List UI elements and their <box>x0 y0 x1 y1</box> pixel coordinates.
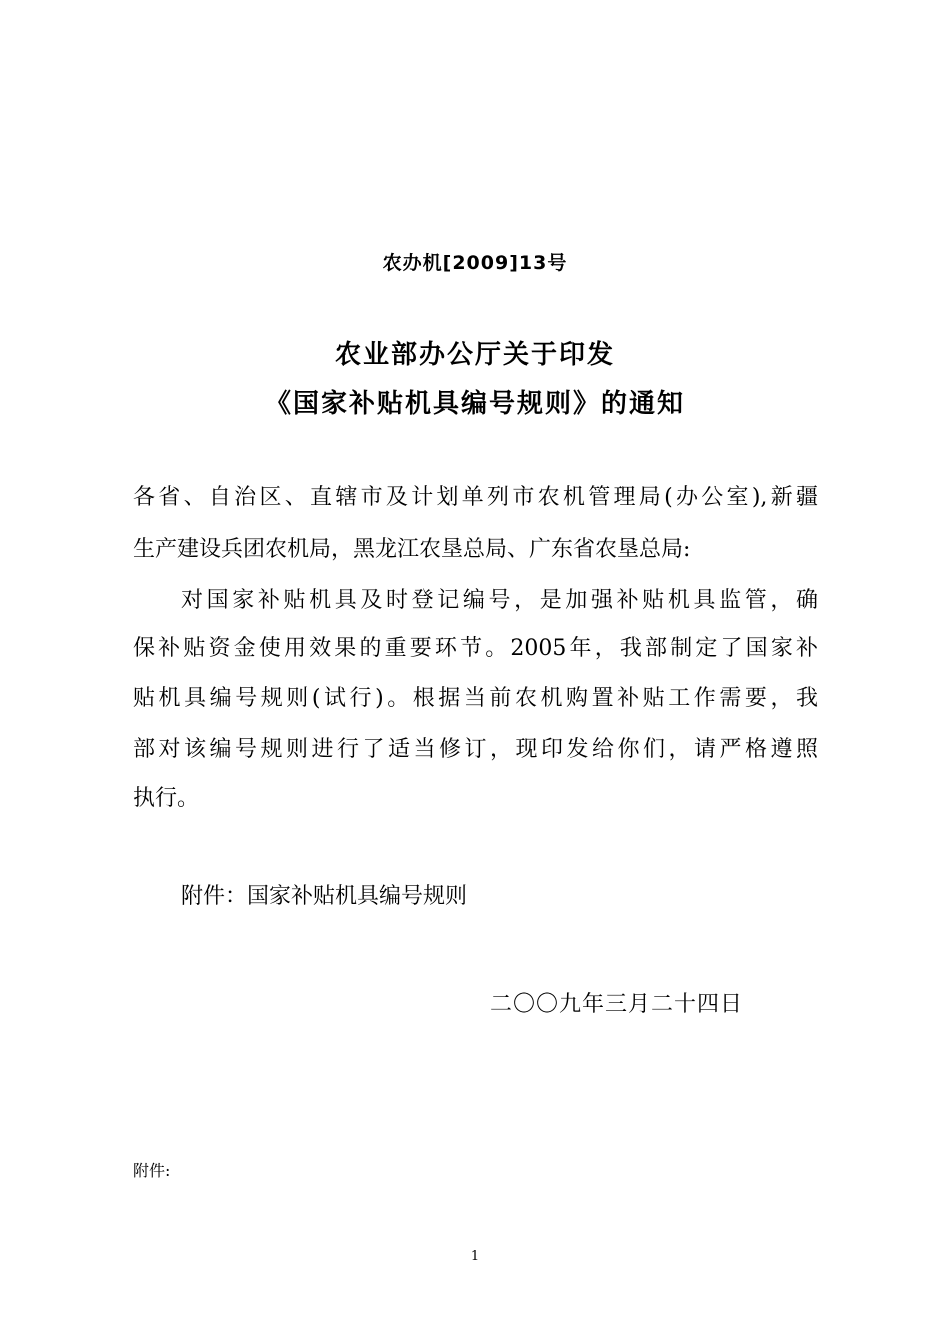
paragraph-line-4: 部对该编号规则进行了适当修订，现印发给你们，请严格遵照 <box>133 737 818 762</box>
paragraph-line-5: 执行。 <box>133 786 200 811</box>
appendix-label: 附件: <box>133 1161 171 1180</box>
paragraph-line-2: 保补贴资金使用效果的重要环节。2005年，我部制定了国家补 <box>133 636 818 661</box>
page-number: 1 <box>470 1249 480 1264</box>
paragraph-line-1: 对国家补贴机具及时登记编号，是加强补贴机具监管，确 <box>181 588 818 613</box>
paragraph-line-3: 贴机具编号规则(试行)。根据当前农机购置补贴工作需要，我 <box>133 686 818 711</box>
addressee-line-1: 各省、自治区、直辖市及计划单列市农机管理局(办公室),新疆 <box>133 485 818 510</box>
document-number: 农办机[2009]13号 <box>382 252 568 274</box>
title-line-1: 农业部办公厅关于印发 <box>334 340 615 370</box>
addressee-line-2: 生产建设兵团农机局，黑龙江农垦总局、广东省农垦总局: <box>133 537 691 562</box>
attachment-line: 附件：国家补贴机具编号规则 <box>181 884 468 909</box>
title-line-2: 《国家补贴机具编号规则》的通知 <box>264 389 685 419</box>
issue-date: 二〇〇九年三月二十四日 <box>490 992 744 1017</box>
